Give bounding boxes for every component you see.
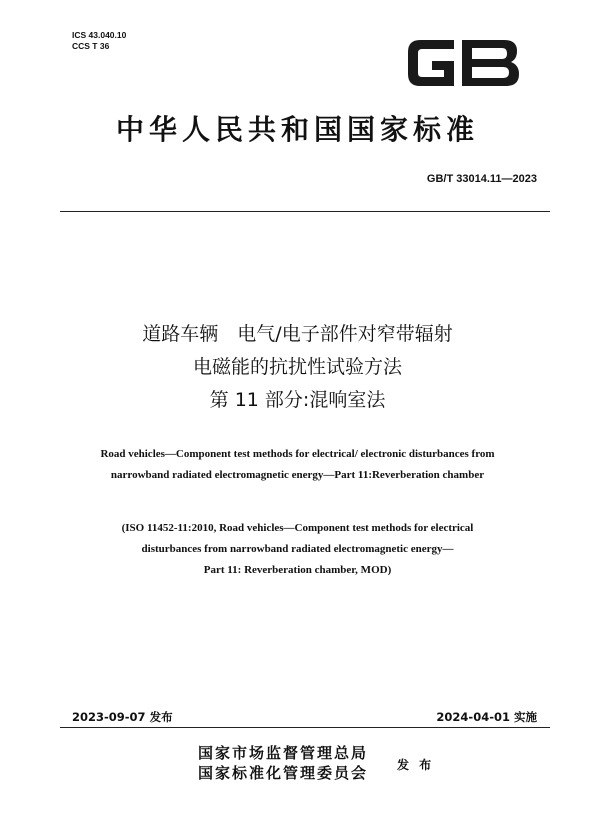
footer-divider xyxy=(60,727,550,728)
iso-reference xyxy=(30,518,565,581)
chinese-title-line: 第 11 部分:混响室法 xyxy=(209,389,386,411)
issue-date: 2023-09-07 发布 xyxy=(72,710,173,724)
classification-codes xyxy=(72,30,126,52)
chinese-title-line: 电磁能的抗扰性试验方法 xyxy=(192,356,402,378)
issuing-nation-title: 中华人民共和国国家标准 xyxy=(115,113,479,146)
gb-logo xyxy=(404,36,524,90)
header-divider xyxy=(60,211,550,212)
ics-code: ICS 43.040.10 xyxy=(72,30,127,40)
iso-reference-line: Part 11: Reverberation chamber, MOD) xyxy=(203,564,392,576)
ccs-code: CCS T 36 xyxy=(72,41,110,51)
english-title-line: Road vehicles—Component test methods for electrical/ electronic disturbances from xyxy=(100,448,495,460)
publish-label: 发 布 xyxy=(397,758,435,772)
issuer-name: 国家标准化管理委员会 xyxy=(198,764,369,782)
chinese-title xyxy=(20,318,575,417)
standard-number: GB/T 33014.11—2023 xyxy=(426,173,537,185)
english-title xyxy=(30,444,565,486)
english-title-line: narrowband radiated electromagnetic energy—Part 11:Reverberation chamber xyxy=(110,469,485,481)
issuing-authorities xyxy=(198,743,368,783)
chinese-title-line: 道路车辆 电气/电子部件对窄带辐射 xyxy=(142,323,453,345)
issuer-name: 国家市场监督管理总局 xyxy=(198,744,369,762)
effective-date: 2024-04-01 实施 xyxy=(436,710,537,724)
iso-reference-line: disturbances from narrowband radiated electromagnetic energy— xyxy=(141,543,454,555)
iso-reference-line: (ISO 11452-11:2010, Road vehicles—Component test methods for electrical xyxy=(121,522,474,534)
